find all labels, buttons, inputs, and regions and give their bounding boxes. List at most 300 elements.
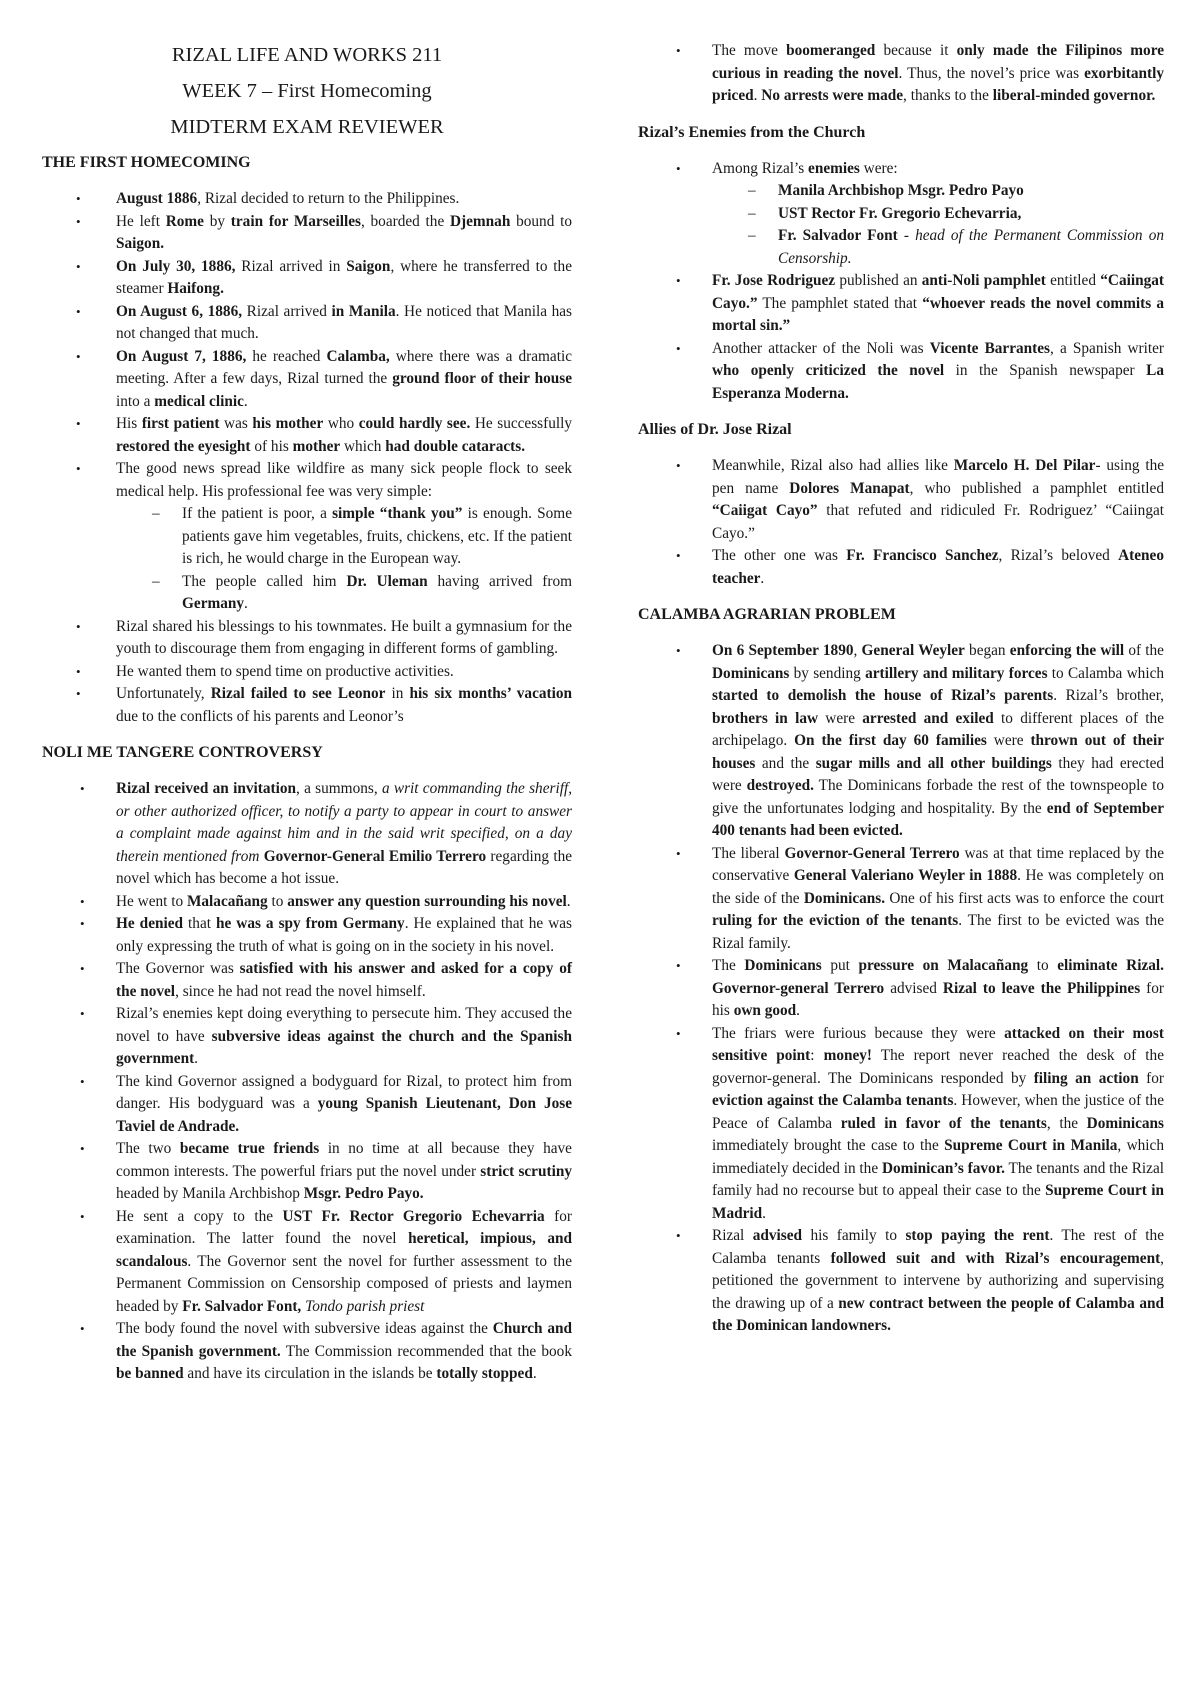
text-run: were: xyxy=(859,159,898,177)
text-run: stop paying the rent xyxy=(905,1227,1050,1244)
text-run: having arrived from xyxy=(427,572,572,590)
text-run: . He noticed that Manila has not changed that much. xyxy=(116,302,573,342)
text-run: Rizal failed to see Leonor xyxy=(210,685,386,702)
text-run: Tondo parish priest xyxy=(305,1297,425,1315)
text-run: : xyxy=(810,1047,824,1064)
text-run: answer any question surrounding his novel xyxy=(287,892,567,910)
text-run: The Dominicans forbade the rest of the townspeople to give the unfortunates lodging and hospitality. By the xyxy=(712,777,1165,817)
text-run: UST Rector Fr. Gregorio Echevarria, xyxy=(778,204,1022,222)
text-run: , a summons, xyxy=(295,780,382,797)
text-run: by xyxy=(203,212,231,230)
text-run: Rizal shared his blessings to his townmates. He built a gymnasium for the youth to discourage them from engaging in different forms of gambling. xyxy=(116,617,572,657)
text-run: . He was completely on the side of the xyxy=(712,867,1164,907)
sub-list xyxy=(116,503,572,616)
text-run: of the xyxy=(1124,642,1164,659)
text-run: On the first day 60 families xyxy=(794,732,987,749)
list-item xyxy=(638,545,1164,590)
text-run: and the xyxy=(755,754,816,772)
sub-list-item xyxy=(712,180,1164,203)
text-run: No arrests were made xyxy=(761,87,904,104)
text-run: of his xyxy=(250,437,293,455)
text-run: , where he transferred to the steamer xyxy=(116,257,572,297)
list-item xyxy=(42,188,572,211)
text-run: were xyxy=(986,732,1031,749)
text-run: The move xyxy=(712,42,787,59)
list-item xyxy=(42,413,572,458)
text-run: in xyxy=(385,685,410,702)
text-run: his mother xyxy=(252,415,324,432)
bullet-icon: • xyxy=(80,1208,85,1224)
list-item xyxy=(638,640,1164,843)
text-run: which xyxy=(340,437,386,455)
title-block xyxy=(42,44,572,138)
text-run: One of his first acts was to enforce the court xyxy=(885,889,1164,907)
text-run: entitled xyxy=(1045,272,1101,289)
text-run: who openly criticized the novel xyxy=(712,362,945,379)
list-item xyxy=(42,616,572,661)
bullet-icon: • xyxy=(76,663,81,679)
text-run: Saigon. xyxy=(116,235,165,252)
text-run: only made the Filipinos more curious in reading the novel xyxy=(712,42,1164,82)
text-run: The Governor was xyxy=(116,960,240,977)
bullet-icon: • xyxy=(676,458,681,473)
dash-icon: – xyxy=(748,182,756,199)
sub-list-item xyxy=(116,503,572,571)
text-run: Malacañang xyxy=(186,892,268,910)
text-run: enemies xyxy=(808,159,860,177)
text-run: is enough. Some patients gave him vegetables, fruits, chickens, etc. If the patient is rich, he would charge in the European way. xyxy=(182,505,572,567)
text-run: he was a spy from Germany xyxy=(215,915,405,932)
text-run: Msgr. Pedro Payo. xyxy=(303,1185,424,1202)
list-item xyxy=(42,301,572,346)
text-run: Dominicans. xyxy=(803,889,886,907)
text-run: Governor-General Emilio Terrero xyxy=(263,847,487,865)
text-run: He wanted them to spend time on productive activities. xyxy=(116,662,454,680)
bullet-icon: • xyxy=(676,845,681,861)
text-run: headed by Manila Archbishop xyxy=(116,1185,304,1202)
text-run: due to the conflicts of his parents and Leonor’s xyxy=(116,707,404,725)
text-run: first patient xyxy=(141,415,220,432)
text-run: Dr. Uleman xyxy=(346,572,428,590)
text-run: . Thus, the novel’s price was xyxy=(898,64,1085,82)
dash-icon: – xyxy=(152,505,160,522)
text-run: The Commission recommended that the book xyxy=(280,1342,572,1360)
list-item xyxy=(42,683,572,728)
text-run: “Caiigat Cayo” xyxy=(712,502,818,519)
dash-icon: – xyxy=(748,227,756,244)
allies-heading: Allies of Dr. Jose Rizal xyxy=(638,421,792,438)
text-run: simple “thank you” xyxy=(332,505,463,522)
dash-icon: – xyxy=(152,572,160,590)
list-item xyxy=(42,661,572,684)
text-run: Rizal xyxy=(712,1227,753,1244)
text-run: The xyxy=(712,957,745,974)
text-run: became true friends xyxy=(179,1140,320,1157)
calamba-list xyxy=(638,640,1164,1338)
text-run: boomeranged xyxy=(786,42,876,59)
text-run: thrown out of their houses xyxy=(712,732,1164,772)
text-run: young Spanish Lieutenant, Don Jose Taviel de Andrade. xyxy=(116,1095,572,1135)
list-item xyxy=(42,1071,572,1139)
text-run: where there was a dramatic meeting. After a few days, Rizal turned the xyxy=(116,347,572,387)
text-run: was xyxy=(219,415,253,432)
text-run: He left xyxy=(116,212,166,230)
text-run: , the xyxy=(1046,1114,1087,1132)
text-run: On August 7, 1886, xyxy=(116,347,247,365)
list-item xyxy=(42,1206,572,1319)
week-title: WEEK 7 – First Homecoming xyxy=(182,80,432,102)
list-item xyxy=(638,455,1164,545)
bullet-icon: • xyxy=(676,548,681,563)
sub-list xyxy=(712,180,1164,270)
text-run: ground floor of their house xyxy=(392,370,572,387)
text-run: Vicente Barrantes xyxy=(929,339,1051,357)
text-run: He denied xyxy=(116,915,184,932)
text-run: enforcing the will xyxy=(1009,642,1125,659)
text-run: , boarded the xyxy=(360,212,450,230)
text-run: He successfully xyxy=(470,415,573,432)
text-run: . However, when the justice of the Peace of Calamba xyxy=(712,1092,1164,1132)
text-run: train for Marseilles xyxy=(230,212,361,230)
text-run: strict scrutiny xyxy=(480,1162,572,1180)
text-run: The liberal xyxy=(712,844,785,862)
text-run: destroyed. xyxy=(746,777,814,794)
text-run: artillery and military forces xyxy=(865,664,1048,682)
text-run: , thanks to the xyxy=(903,87,993,104)
text-run: eviction against the Calamba tenants xyxy=(712,1092,954,1109)
text-run: Among Rizal’s xyxy=(712,159,809,177)
allies-list xyxy=(638,455,1164,590)
noli-list-continued xyxy=(638,40,1164,108)
bullet-icon: • xyxy=(676,643,681,658)
text-run: The tenants and the Rizal family had no recourse but to appeal their case to the xyxy=(712,1159,1164,1199)
text-run: Rizal to leave the Philippines xyxy=(942,979,1141,997)
text-run: end of September 400 tenants had been evicted. xyxy=(712,799,1164,839)
text-run: they had erected were xyxy=(712,754,1165,794)
text-run: The body found the novel with subversive ideas against the xyxy=(116,1320,493,1337)
list-item xyxy=(42,1003,572,1071)
text-run: head of the Permanent Commission on Censorship. xyxy=(778,227,1164,267)
text-run: He went to xyxy=(116,892,187,910)
exam-title: MIDTERM EXAM REVIEWER xyxy=(170,116,444,138)
text-run: On August 6, 1886, xyxy=(116,302,243,320)
bullet-icon: • xyxy=(676,958,681,973)
text-run: Rizal’s enemies kept doing everything to persecute him. They accused the novel to have xyxy=(116,1005,572,1045)
text-run: medical clinic xyxy=(154,392,244,410)
text-run: He sent a copy to the xyxy=(116,1207,283,1225)
text-run: subversive ideas against the church and the Spanish government xyxy=(116,1027,573,1067)
text-run: General Valeriano Weyler in 1888 xyxy=(793,867,1018,884)
homecoming-list xyxy=(42,188,572,728)
enemies-heading: Rizal’s Enemies from the Church xyxy=(638,123,866,141)
text-run: . xyxy=(796,1002,800,1019)
list-item xyxy=(42,256,572,301)
right-column xyxy=(638,40,1164,1352)
text-run: anti-Noli pamphlet xyxy=(921,272,1046,289)
text-run: Fr. Jose Rodriguez xyxy=(712,272,836,289)
text-run: regarding the novel which has become a hot issue. xyxy=(116,847,573,887)
bullet-icon: • xyxy=(76,303,81,319)
noli-heading: NOLI ME TANGERE CONTROVERSY xyxy=(42,744,323,761)
text-run: . xyxy=(566,892,571,910)
text-run: . xyxy=(194,1050,198,1067)
text-run: to xyxy=(267,892,288,910)
text-run: followed suit and with Rizal’s encouragement xyxy=(830,1249,1161,1267)
text-run: advised xyxy=(752,1227,803,1244)
left-column xyxy=(42,40,572,1400)
text-run: , xyxy=(853,642,862,659)
text-run: Rizal arrived xyxy=(242,302,332,320)
text-run: La Esperanza Moderna. xyxy=(712,362,1164,402)
calamba-heading: CALAMBA AGRARIAN PROBLEM xyxy=(638,606,896,623)
text-run: Rizal received an invitation xyxy=(116,780,296,797)
text-run: filing an action xyxy=(1033,1069,1139,1087)
text-run: had double cataracts. xyxy=(385,437,526,455)
text-run: The other one was xyxy=(712,547,847,564)
text-run: arrested and exiled xyxy=(862,709,994,727)
text-run: ruling for the eviction of the tenants xyxy=(712,912,959,929)
text-run: bound to xyxy=(510,212,572,230)
bullet-icon: • xyxy=(676,1228,681,1243)
text-run: Supreme Court in Manila xyxy=(944,1137,1118,1154)
text-run: . xyxy=(243,392,248,410)
text-run: could hardly see. xyxy=(358,415,471,432)
text-run: . Rizal’s brother, xyxy=(1053,687,1164,704)
text-run: Dolores Manapat xyxy=(789,479,910,497)
text-run: The friars were furious because they were xyxy=(712,1024,1005,1042)
text-run: started to demolish the house of Rizal’s parents xyxy=(712,687,1054,704)
text-run: his family to xyxy=(802,1227,906,1244)
text-run: published an xyxy=(835,272,922,289)
text-run: and have its circulation in the islands be xyxy=(183,1365,437,1382)
text-run: Unfortunately, xyxy=(116,685,211,702)
text-run: . xyxy=(760,569,765,587)
text-run: own good xyxy=(733,1002,797,1019)
text-run: . The Governor sent the novel for further assessment to the Permanent Commission on Censorship composed of priests and laymen headed by xyxy=(116,1252,572,1315)
list-item xyxy=(638,1023,1164,1226)
text-run: were xyxy=(818,709,863,727)
text-run: attacked on their most sensitive point xyxy=(712,1024,1164,1064)
text-run: . xyxy=(532,1365,537,1382)
text-run: in no time at all because they have common interests. The powerful friars put the novel under xyxy=(116,1140,572,1180)
text-run: into a xyxy=(116,392,155,410)
text-run: totally stopped xyxy=(436,1365,533,1382)
text-run: . xyxy=(762,1204,766,1222)
text-run: because it xyxy=(875,42,957,59)
text-run: liberal-minded governor. xyxy=(992,87,1156,104)
text-run: Fr. Francisco Sanchez xyxy=(846,547,999,564)
text-run: Another attacker of the Noli was xyxy=(712,339,930,357)
bullet-icon: • xyxy=(76,191,81,206)
text-run: Calamba, xyxy=(326,347,390,365)
bullet-icon: • xyxy=(76,416,81,431)
text-run: UST Fr. Rector Gregorio Echevarria xyxy=(282,1207,545,1225)
list-item xyxy=(42,458,572,616)
text-run: Ateneo teacher xyxy=(712,547,1164,587)
bullet-icon: • xyxy=(80,961,85,976)
enemies-list xyxy=(638,158,1164,406)
text-run: for his xyxy=(712,979,1164,1019)
list-item xyxy=(638,955,1164,1023)
bullet-icon: • xyxy=(676,273,681,288)
text-run: advised xyxy=(884,979,943,997)
dash-icon: – xyxy=(748,204,756,222)
text-run: If the patient is poor, a xyxy=(182,505,333,522)
text-run: Rome xyxy=(165,212,204,230)
text-run: , petitioned the government to intervene by authorizing and supervising the drawing up of a xyxy=(712,1249,1164,1312)
text-run: The pamphlet stated that xyxy=(757,294,923,312)
text-run: for xyxy=(1138,1069,1164,1087)
text-run: The report never reached the desk of the governor-general. The Dominicans responded by xyxy=(712,1047,1164,1087)
text-run: put xyxy=(821,957,859,974)
text-run: Supreme Court in Madrid xyxy=(712,1182,1164,1222)
text-run: exorbitantly priced xyxy=(712,64,1164,104)
homecoming-heading: THE FIRST HOMECOMING xyxy=(42,154,251,171)
bullet-icon: • xyxy=(676,1025,681,1041)
list-item xyxy=(638,158,1164,271)
text-run: that xyxy=(183,915,216,932)
text-run: Germany xyxy=(182,595,245,612)
list-item xyxy=(42,891,572,914)
text-run: be banned xyxy=(116,1365,184,1382)
text-run: Dominicans xyxy=(1086,1114,1164,1132)
text-run: mother xyxy=(292,437,341,455)
text-run: , Rizal’s beloved xyxy=(998,547,1119,564)
text-run: The two xyxy=(116,1140,180,1157)
text-run: he reached xyxy=(246,347,327,365)
bullet-icon: • xyxy=(80,1006,85,1021)
text-run: On 6 September 1890 xyxy=(712,642,854,659)
text-run: pressure on Malacañang xyxy=(858,957,1029,974)
text-run: Governor-general Terrero xyxy=(712,979,885,997)
text-run: General Weyler xyxy=(861,642,965,659)
bullet-icon: • xyxy=(676,340,681,356)
text-run: . xyxy=(753,87,762,104)
text-run: sugar mills and all other buildings xyxy=(815,754,1052,772)
text-run: Fr. Salvador Font, xyxy=(182,1297,302,1315)
list-item xyxy=(42,1138,572,1206)
sub-list-item xyxy=(116,571,572,616)
text-run: , who published a pamphlet entitled xyxy=(909,479,1164,497)
text-run: brothers in law xyxy=(712,709,819,727)
text-run: new contract between the people of Calamba and the Dominican landowners. xyxy=(712,1294,1165,1334)
text-run: , which immediately decided in the xyxy=(712,1137,1164,1177)
text-run: Church and the Spanish government. xyxy=(116,1320,573,1360)
text-run: to different places of the archipelago. xyxy=(712,709,1164,749)
text-run: Marcelo H. Del Pilar xyxy=(953,457,1096,474)
text-run: that refuted and ridiculed Fr. Rodriguez’ “Caiingat Cayo.” xyxy=(712,502,1165,542)
text-run: Rizal arrived in xyxy=(235,257,347,275)
text-run: The people called him xyxy=(182,572,347,590)
list-item xyxy=(638,40,1164,108)
course-title: RIZAL LIFE AND WORKS 211 xyxy=(171,44,443,66)
text-run: Governor-General Terrero xyxy=(784,844,960,862)
text-run: eliminate Rizal. xyxy=(1057,957,1164,974)
text-run: satisfied with his answer and asked for a copy of the novel xyxy=(116,960,572,1000)
sub-list-item xyxy=(712,203,1164,226)
text-run: The kind Governor assigned a bodyguard for Rizal, to protect him from danger. His bodyguard was a xyxy=(116,1072,572,1112)
bullet-icon: • xyxy=(76,618,81,634)
bullet-icon: • xyxy=(76,461,81,476)
text-run: heretical, impious, and scandalous xyxy=(116,1230,572,1270)
text-run: . The first to be evicted was the Rizal family. xyxy=(712,912,1164,952)
list-item xyxy=(42,211,572,256)
text-run: “whoever reads the novel commits a mortal sin.” xyxy=(712,294,1164,334)
bullet-icon: • xyxy=(80,893,85,909)
text-run: , a Spanish writer xyxy=(1050,339,1164,357)
text-run: Haifong. xyxy=(167,280,224,297)
bullet-icon: • xyxy=(76,348,81,364)
text-run: in Manila xyxy=(331,302,396,320)
bullet-icon: • xyxy=(76,686,81,701)
list-item xyxy=(42,346,572,414)
text-run: by sending xyxy=(789,664,866,682)
list-item xyxy=(42,913,572,958)
list-item xyxy=(42,958,572,1003)
text-run: Meanwhile, Rizal also had allies like xyxy=(712,457,954,474)
noli-list xyxy=(42,778,572,1386)
text-run: , since he had not read the novel himself. xyxy=(175,982,426,1000)
text-run: Dominicans xyxy=(712,664,790,682)
text-run: began xyxy=(964,642,1010,659)
bullet-icon: • xyxy=(76,258,81,274)
text-run: Dominicans xyxy=(744,957,822,974)
text-run: his six months’ vacation xyxy=(409,685,573,702)
text-run: . xyxy=(244,595,248,612)
list-item xyxy=(638,270,1164,338)
text-run: On July 30, 1886, xyxy=(116,257,236,275)
text-run: to xyxy=(1028,957,1058,974)
text-run: “Caiingat Cayo.” xyxy=(712,272,1164,312)
text-run: immediately brought the case to the xyxy=(712,1137,945,1154)
bullet-icon: • xyxy=(676,160,681,176)
text-run: - xyxy=(897,227,916,244)
list-item xyxy=(638,1225,1164,1338)
list-item xyxy=(42,1318,572,1386)
list-item xyxy=(638,843,1164,956)
text-run: a writ commanding the sheriff, or other authorized officer, to notify a party to appear in court to answer a complaint made against him and in the said writ specified, on a day therein mentioned from xyxy=(116,780,573,865)
text-run: The good news spread like wildfire as many sick people flock to seek medical help. His professional fee was very simple: xyxy=(116,460,572,500)
text-run: His xyxy=(116,415,142,432)
text-run: , Rizal decided to return to the Philippines. xyxy=(197,190,460,207)
text-run: - using the pen name xyxy=(712,457,1165,497)
text-run: Saigon xyxy=(346,257,391,275)
list-item xyxy=(42,778,572,891)
bullet-icon: • xyxy=(80,781,85,796)
text-run: to Calamba which xyxy=(1047,664,1165,682)
text-run: August 1886 xyxy=(116,190,198,207)
text-run: Djemnah xyxy=(450,212,511,230)
text-run: Fr. Salvador Font xyxy=(778,227,898,244)
text-run: for examination. The latter found the novel xyxy=(116,1207,572,1247)
text-run: restored the eyesight xyxy=(116,437,251,455)
text-run: who xyxy=(323,415,359,432)
bullet-icon: • xyxy=(76,213,81,229)
text-run: . The rest of the Calamba tenants xyxy=(712,1227,1164,1267)
text-run: in the Spanish newspaper xyxy=(944,362,1147,379)
bullet-icon: • xyxy=(676,43,681,58)
text-run: Manila Archbishop Msgr. Pedro Payo xyxy=(778,182,1024,199)
text-run: ruled in favor of the tenants xyxy=(840,1114,1047,1132)
list-item xyxy=(638,338,1164,406)
text-run: Dominican’s favor. xyxy=(881,1159,1005,1177)
sub-list-item xyxy=(712,225,1164,270)
text-run: was at that time replaced by the conservative xyxy=(712,844,1164,884)
bullet-icon: • xyxy=(80,916,85,931)
bullet-icon: • xyxy=(80,1141,85,1156)
text-run: . He explained that he was only expressing the truth of what is going on in the society in his novel. xyxy=(116,915,572,955)
bullet-icon: • xyxy=(80,1321,85,1336)
